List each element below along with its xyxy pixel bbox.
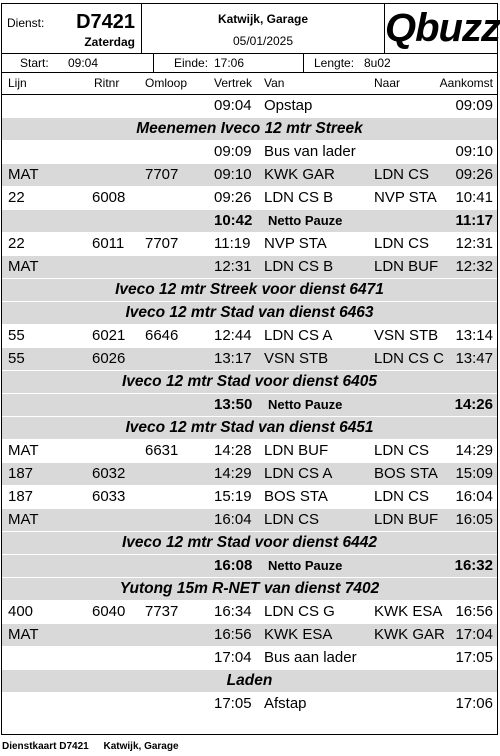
trip-row	[2, 95, 497, 118]
section-title: Laden	[226, 672, 273, 689]
section-row	[2, 578, 497, 601]
cell-omloop: 7707	[145, 166, 179, 183]
section-row	[2, 670, 497, 693]
section-row	[2, 279, 497, 302]
cell-aankomst: 15:09	[455, 465, 493, 482]
section-row	[2, 118, 497, 141]
dienst-box	[2, 4, 142, 53]
cell-van: LDN CS B	[264, 189, 334, 206]
col-vertrek: Vertrek	[214, 76, 253, 90]
section-title: Iveco 12 mtr Stad voor dienst 6405	[122, 373, 377, 390]
cell-aankomst: 13:14	[455, 327, 493, 344]
cell-van: KWK ESA	[264, 626, 333, 643]
cell-lijn: 187	[8, 488, 34, 505]
section-row	[2, 371, 497, 394]
cell-vertrek: 12:44	[214, 327, 252, 344]
cell-vertrek: 14:28	[214, 442, 252, 459]
cell-aankomst: 09:09	[455, 97, 493, 114]
pause-row	[2, 394, 497, 417]
cell-van: LDN CS G	[264, 603, 335, 620]
section-row	[2, 532, 497, 555]
cell-ritnr: 6026	[92, 350, 126, 367]
pause-label: Netto Pauze	[268, 397, 343, 412]
trip-row	[2, 256, 497, 279]
cell-naar: LDN BUF	[374, 511, 439, 528]
cell-aankomst: 14:29	[455, 442, 493, 459]
cell-lijn: 22	[8, 235, 25, 252]
cell-omloop: 7737	[145, 603, 179, 620]
section-title: Iveco 12 mtr Streek voor dienst 6471	[115, 281, 384, 298]
cell-lijn: 55	[8, 350, 25, 367]
cell-naar: LDN CS	[374, 166, 430, 183]
section-row	[2, 417, 497, 440]
cell-van: KWK GAR	[264, 166, 335, 183]
pause-start: 13:50	[214, 396, 253, 413]
cell-lijn: 55	[8, 327, 25, 344]
cell-naar: VSN STB	[374, 327, 439, 344]
cell-van: LDN CS	[264, 511, 320, 528]
cell-aankomst: 13:47	[455, 350, 493, 367]
trip-row	[2, 164, 497, 187]
cell-ritnr: 6011	[92, 235, 125, 252]
cell-vertrek: 17:04	[214, 649, 252, 666]
cell-van: BOS STA	[264, 488, 328, 505]
cell-omloop: 6646	[145, 327, 179, 344]
pause-end: 11:17	[455, 212, 493, 229]
cell-van: Bus van lader	[264, 143, 356, 160]
end-value: 17:06	[214, 56, 245, 70]
cell-aankomst: 16:04	[455, 488, 493, 505]
trip-row	[2, 141, 497, 164]
cell-van: Opstap	[264, 97, 313, 114]
start-label: Start:	[20, 56, 49, 70]
pause-label: Netto Pauze	[268, 558, 343, 573]
cell-aankomst: 16:56	[455, 603, 493, 620]
section-title: Meenemen Iveco 12 mtr Streek	[136, 120, 363, 137]
cell-van: LDN CS A	[264, 327, 333, 344]
location-box	[142, 4, 385, 53]
cell-vertrek: 16:56	[214, 626, 252, 643]
cell-aankomst: 17:05	[455, 649, 493, 666]
cell-aankomst: 16:05	[455, 511, 493, 528]
cell-aankomst: 09:10	[455, 143, 493, 160]
column-headers	[2, 73, 497, 95]
cell-aankomst: 12:31	[455, 235, 493, 252]
col-aankomst: Aankomst	[439, 76, 493, 90]
footer-card-id: Dienstkaart D7421	[2, 741, 89, 752]
end-label: Einde:	[174, 56, 209, 70]
cell-lijn: MAT	[8, 626, 39, 643]
pause-label: Netto Pauze	[268, 213, 343, 228]
dienst-number: D7421	[76, 11, 135, 33]
cell-vertrek: 17:05	[214, 695, 252, 712]
cell-naar: BOS STA	[374, 465, 438, 482]
length-value: 8u02	[364, 56, 391, 70]
cell-van: LDN BUF	[264, 442, 329, 459]
cell-omloop: 7707	[145, 235, 179, 252]
section-title: Yutong 15m R-NET van dienst 7402	[119, 580, 380, 597]
cell-naar: LDN CS	[374, 235, 430, 252]
trip-row	[2, 624, 497, 647]
cell-ritnr: 6033	[92, 488, 126, 505]
cell-ritnr: 6040	[92, 603, 126, 620]
col-ritnr: Ritnr	[94, 76, 120, 90]
cell-vertrek: 15:19	[214, 488, 252, 505]
cell-van: VSN STB	[264, 350, 329, 367]
cell-lijn: 22	[8, 189, 25, 206]
cell-aankomst: 17:06	[455, 695, 493, 712]
trip-row	[2, 693, 497, 716]
trip-row	[2, 348, 497, 371]
cell-vertrek: 16:34	[214, 603, 252, 620]
cell-van: LDN CS B	[264, 258, 334, 275]
section-title: Iveco 12 mtr Stad van dienst 6451	[125, 419, 374, 436]
cell-van: LDN CS A	[264, 465, 333, 482]
pause-end: 14:26	[454, 396, 493, 413]
duty-card	[1, 3, 498, 735]
service-date: 05/01/2025	[232, 34, 294, 48]
trip-row	[2, 647, 497, 670]
length-label: Lengte:	[314, 56, 355, 70]
dienst-day: Zaterdag	[84, 35, 135, 49]
col-van: Van	[264, 76, 285, 90]
pause-row	[2, 555, 497, 578]
section-title: Iveco 12 mtr Stad voor dienst 6442	[122, 534, 377, 551]
cell-lijn: 400	[8, 603, 34, 620]
cell-ritnr: 6032	[92, 465, 126, 482]
trip-row	[2, 463, 497, 486]
start-value: 09:04	[68, 56, 99, 70]
logo-box	[385, 4, 500, 53]
cell-omloop: 6631	[145, 442, 179, 459]
cell-vertrek: 09:09	[214, 143, 252, 160]
col-omloop: Omloop	[145, 76, 188, 90]
cell-lijn: MAT	[8, 166, 39, 183]
cell-vertrek: 09:26	[214, 189, 252, 206]
cell-naar: LDN BUF	[374, 258, 439, 275]
trip-row	[2, 233, 497, 256]
trip-row	[2, 440, 497, 463]
location-name: Katwijk, Garage	[217, 12, 309, 26]
dienst-label: Dienst:	[7, 16, 45, 30]
cell-naar: KWK GAR	[374, 626, 445, 643]
cell-lijn: MAT	[8, 442, 39, 459]
section-title: Iveco 12 mtr Stad van dienst 6463	[125, 304, 374, 321]
cell-van: Bus aan lader	[264, 649, 357, 666]
cell-lijn: MAT	[8, 258, 39, 275]
col-naar: Naar	[374, 76, 401, 90]
cell-vertrek: 11:19	[214, 235, 251, 252]
cell-naar: NVP STA	[374, 189, 437, 206]
cell-vertrek: 13:17	[214, 350, 252, 367]
cell-vertrek: 12:31	[214, 258, 252, 275]
cell-aankomst: 10:41	[455, 189, 493, 206]
cell-lijn: MAT	[8, 511, 39, 528]
qbuzz-logo: Qbuzz	[385, 6, 500, 50]
cell-van: Afstap	[264, 695, 307, 712]
card-header	[2, 4, 500, 54]
cell-aankomst: 09:26	[455, 166, 493, 183]
cell-naar: LDN CS	[374, 442, 430, 459]
cell-naar: LDN CS C	[374, 350, 445, 367]
pause-end: 16:32	[454, 557, 493, 574]
times-row	[2, 54, 497, 73]
cell-aankomst: 12:32	[455, 258, 493, 275]
footer	[2, 741, 191, 752]
trip-row	[2, 509, 497, 532]
pause-start: 16:08	[214, 557, 253, 574]
cell-ritnr: 6008	[92, 189, 126, 206]
schedule-rows	[2, 95, 497, 716]
col-lijn: Lijn	[8, 76, 27, 90]
footer-location: Katwijk, Garage	[103, 741, 179, 752]
trip-row	[2, 187, 497, 210]
cell-naar: KWK ESA	[374, 603, 443, 620]
section-row	[2, 302, 497, 325]
length-cell	[304, 54, 497, 72]
trip-row	[2, 486, 497, 509]
pause-row	[2, 210, 497, 233]
cell-vertrek: 16:04	[214, 511, 252, 528]
cell-van: NVP STA	[264, 235, 327, 252]
end-cell	[154, 54, 304, 72]
start-cell	[2, 54, 154, 72]
cell-naar: LDN CS	[374, 488, 430, 505]
cell-ritnr: 6021	[92, 327, 126, 344]
cell-aankomst: 17:04	[455, 626, 493, 643]
cell-lijn: 187	[8, 465, 34, 482]
cell-vertrek: 09:10	[214, 166, 252, 183]
cell-vertrek: 09:04	[214, 97, 252, 114]
trip-row	[2, 325, 497, 348]
cell-vertrek: 14:29	[214, 465, 252, 482]
trip-row	[2, 601, 497, 624]
pause-start: 10:42	[214, 212, 253, 229]
